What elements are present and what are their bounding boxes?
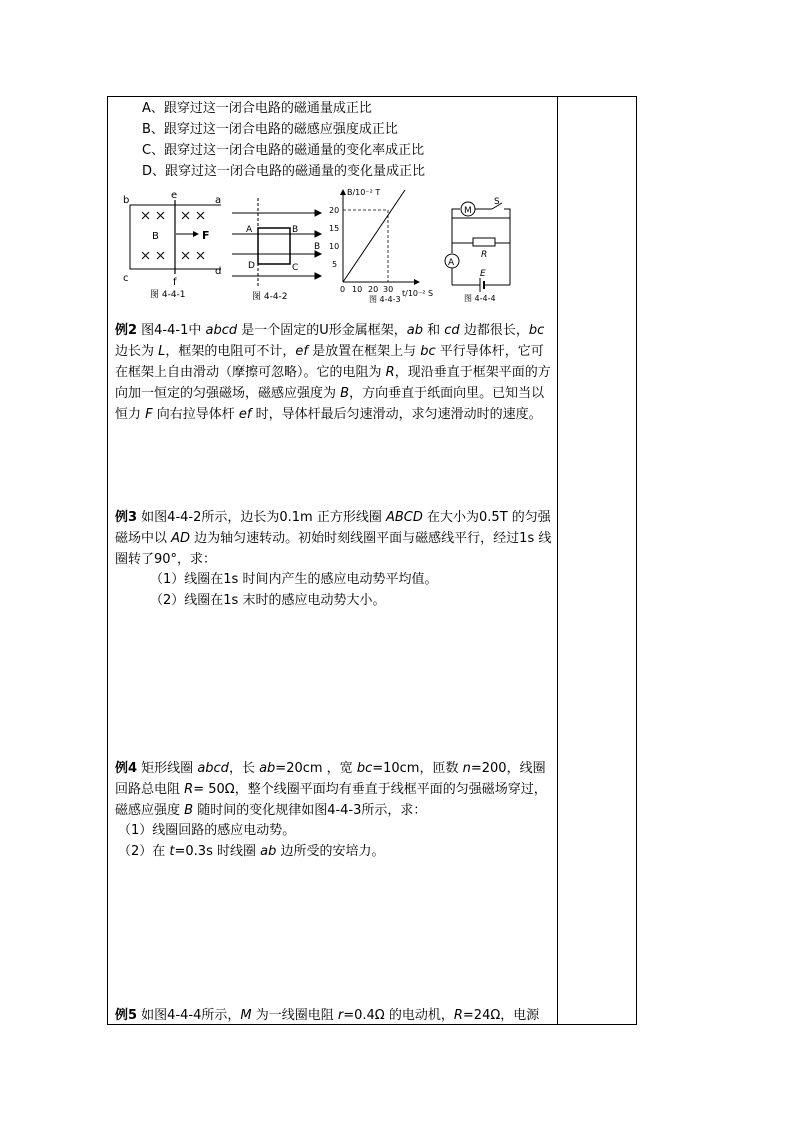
figure-4-4-4 (440, 195, 540, 305)
example-3-text: 例3 如图4-4-2所示，边长为0.1m 正方形线圈 ABCD 在大小为0.5T 的匀强磁场中以 AD 边为轴匀速转动。初始时刻线圈平面与磁感线平行，经过1s 线圈转了90°，求： (115, 510, 552, 567)
fig2-label-A: A (246, 225, 253, 235)
figure-4-4-3 (325, 186, 437, 304)
fig1-label-a: a (215, 195, 222, 206)
example-4-text: 例4 矩形线圈 abcd，长 ab=20cm ，宽 bc=10cm，匝数 n=200，线圈回路总电阻 R= 50Ω，整个线圈平面均有垂直于线框平面的匀强磁场穿过，磁感应强度 B 随时间的变化规律如图4-4-3所示，求： (115, 761, 547, 818)
fig3-ytick-15: 15 (329, 224, 340, 233)
fig4-caption: 图 4-4-4 (464, 294, 496, 303)
example-4-question-2: （2）在 t=0.3s 时线圈 ab 边所受的安培力。 (118, 844, 385, 859)
fig1-caption: 图 4-4-1 (150, 290, 186, 300)
fig3-ytick-20: 20 (329, 206, 340, 215)
fig2-caption: 图 4-4-2 (252, 292, 288, 302)
fig3-xtick-20: 20 (368, 285, 379, 294)
fig3-ytick-5: 5 (332, 260, 338, 269)
example-3-question-1: （1）线圈在1s 时间内产生的感应电动势平均值。 (150, 572, 438, 587)
fig4-label-S: S (494, 197, 500, 207)
fig1-label-c: c (123, 273, 129, 284)
fig2-label-C: C (292, 263, 299, 273)
example-3-question-2: （2）线圈在1s 末时的感应电动势大小。 (150, 593, 386, 608)
fig1-label-B: B (152, 231, 159, 242)
fig3-caption: 图 4-4-3 (369, 295, 401, 304)
fig1-label-b: b (123, 195, 130, 206)
fig4-label-R: R (481, 250, 488, 260)
fig2-label-B2: B (314, 242, 321, 252)
option-c: C、跟穿过这一闭合电路的磁通量的变化率成正比 (142, 143, 425, 158)
fig2-label-B1: B (292, 225, 299, 235)
figure-4-4-1 (118, 190, 230, 302)
example-4-question-1: （1）线圈回路的感应电动势。 (118, 823, 296, 838)
example-5-text: 例5 如图4-4-4所示，M 为一线圈电阻 r=0.4Ω 的电动机，R=24Ω，电源 (115, 1008, 540, 1023)
example-2-label: 例2 (115, 323, 138, 338)
example-5-label: 例5 (115, 1008, 138, 1023)
example-3-label: 例3 (115, 510, 138, 525)
example-4-label: 例4 (115, 761, 138, 776)
fig3-xtick-0: 0 (340, 285, 346, 294)
fig1-label-e: e (171, 190, 178, 201)
fig1-label-d: d (215, 266, 222, 277)
option-b: B、跟穿过这一闭合电路的磁感应强度成正比 (142, 122, 398, 137)
fig4-label-E: E (480, 269, 486, 279)
fig1-label-f: f (173, 277, 177, 288)
fig4-label-A: A (448, 258, 455, 268)
fig3-xtick-30: 30 (383, 285, 394, 294)
fig3-xlabel: t/10⁻² S (402, 289, 434, 298)
fig2-label-D: D (248, 261, 255, 271)
example-2-text: 例2 图4-4-1中 abcd 是一个固定的U形金属框架，ab 和 cd 边都很长，bc 边长为 L，框架的电阻可不计，ef 是放置在框架上与 bc 平行导体杆，它可在框架上自由滑动（摩擦可忽略）。它的电阻为 R，现沿垂直于框架平面的方向加一恒定的匀强磁场，磁感应强度为 B，方向垂直于纸面向里。已知当以恒力 F 向右拉导体杆 ef 时，导体杆最后匀速滑动，求匀速滑动时的速度。 (115, 323, 551, 422)
fig3-xtick-10: 10 (352, 285, 363, 294)
table-column-divider (557, 96, 558, 1025)
figure-4-4-2 (230, 198, 322, 302)
option-a: A、跟穿过这一闭合电路的磁通量成正比 (142, 101, 372, 116)
option-d: D、跟穿过这一闭合电路的磁通量的变化量成正比 (142, 164, 426, 179)
fig3-ytick-10: 10 (329, 242, 340, 251)
fig1-label-F: F (202, 229, 210, 242)
fig4-label-M: M (464, 206, 472, 216)
fig3-ylabel: B/10⁻² T (347, 188, 381, 197)
